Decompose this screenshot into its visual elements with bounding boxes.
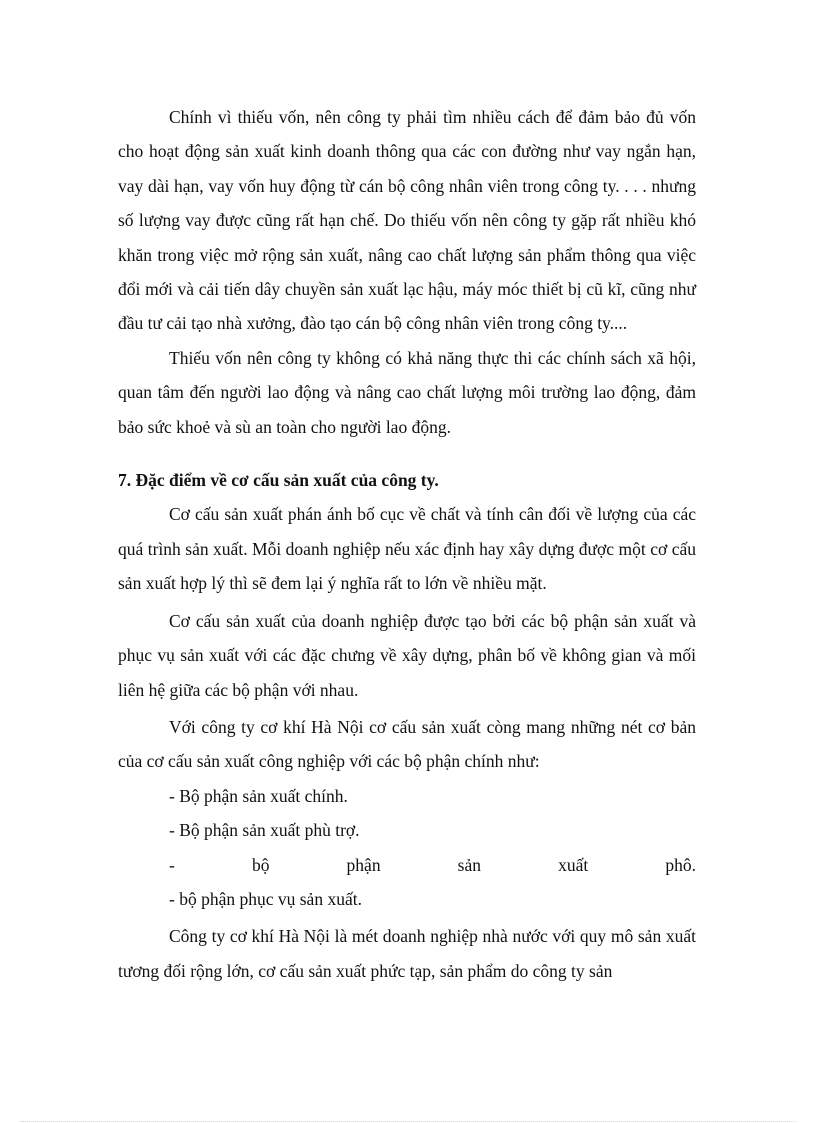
paragraph-structure-composition: Cơ cấu sản xuất của doanh nghiệp được tạo bởi các bộ phận sản xuất và phục vụ sản xuất với các đặc chưng về xây dựng, phân bố về không gian và mối liên hệ giữa các bộ phận với nhau. [118,610,696,700]
paragraph-capital-shortage: Chính vì thiếu vốn, nên công ty phải tìm nhiều cách để đảm bảo đủ vốn cho hoạt động sản xuất kinh doanh thông qua các con đường như vay ngắn hạn, vay dài hạn, vay vốn huy động từ cán bộ công nhân viên trong công ty. . . . nhưng số lượng vay được cũng rất hạn chế. Do thiếu vốn nên công ty gặp rất nhiều khó khăn trong việc mở rộng sản xuất, nâng cao chất lượng sản phẩm thông qua việc đổi mới và cải tiến dây chuyền sản xuất lạc hậu, máy móc thiết bị cũ kĩ, cũng như đầu tư cải tạo nhà xưởng, đào tạo cán bộ công nhân viên trong công ty.... [118,107,696,334]
page-bottom-divider [20,1121,796,1122]
list-item-main-production: - Bộ phận sản xuất chính. [169,785,348,806]
list-item-secondary-production: - bộ phận sản xuất phô. [169,854,696,875]
paragraph-structure-definition: Cơ cấu sản xuất phán ánh bố cục về chất và tính cân đối về lượng của các quá trình sản xuất. Mỗi doanh nghiệp nếu xác định hay xây dựng được một cơ cấu sản xuất hợp lý thì sẽ đem lại ý nghĩa rất to lớn về nhiều mặt. [118,504,696,594]
paragraph-social-policy: Thiếu vốn nên công ty không có khả năng thực thi các chính sách xã hội, quan tâm đến người lao động và nâng cao chất lượng môi trường lao động, đảm bảo sức khoẻ và sù an toàn cho người lao động. [118,347,696,437]
list-item-production-service: - bộ phận phục vụ sản xuất. [169,888,362,909]
document-body [118,100,696,988]
section-heading: 7. Đặc điểm về cơ cấu sản xuất của công ty. [118,470,439,491]
list-item-auxiliary-production: - Bộ phận sản xuất phù trợ. [169,820,360,841]
paragraph-company-structure: Với công ty cơ khí Hà Nội cơ cấu sản xuất còng mang những nét cơ bản của cơ cấu sản xuất công nghiệp với các bộ phận chính như: [118,716,696,772]
paragraph-company-scale: Công ty cơ khí Hà Nội là mét doanh nghiệp nhà nước với quy mô sản xuất tương đối rộng lớn, cơ cấu sản xuất phức tạp, sản phẩm do công ty sản [118,926,696,981]
